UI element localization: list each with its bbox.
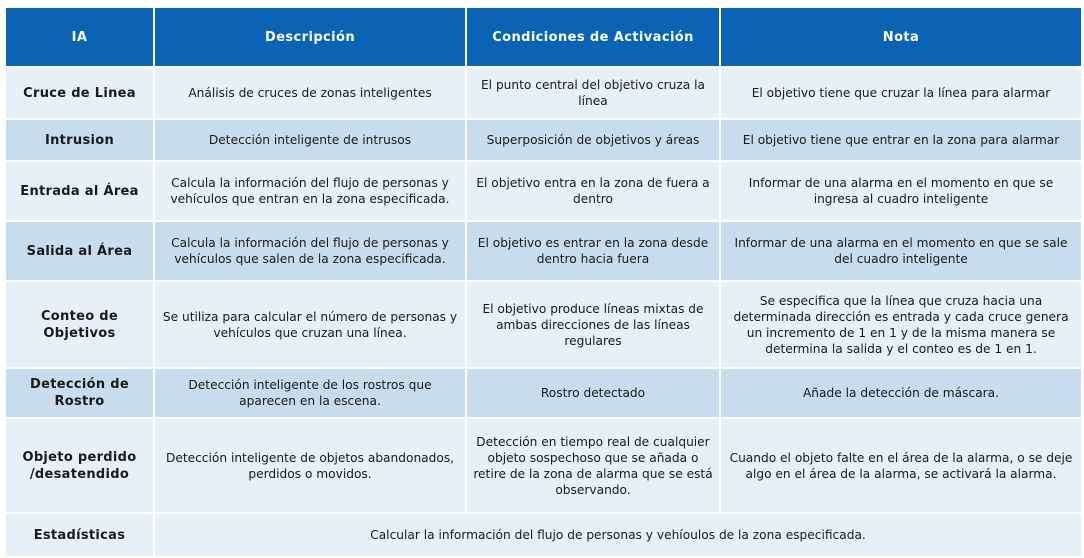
table-row — [5, 281, 1082, 368]
table-row — [5, 221, 1082, 281]
descripcion-cell: Calcula la información del flujo de personas y vehículos que entran en la zona especificada. — [154, 161, 466, 221]
condiciones-cell: Rostro detectado — [466, 368, 720, 418]
ia-cell: Cruce de Linea — [5, 67, 154, 119]
descripcion-cell: Análisis de cruces de zonas inteligentes — [154, 67, 466, 119]
ia-cell: Conteo de Objetivos — [5, 281, 154, 368]
nota-cell: Añade la detección de máscara. — [720, 368, 1082, 418]
descripcion-cell: Detección inteligente de intrusos — [154, 119, 466, 161]
descripcion-cell: Se utiliza para calcular el número de personas y vehículos que cruzan una línea. — [154, 281, 466, 368]
condiciones-cell: Detección en tiempo real de cualquier objeto sospechoso que se añada o retire de la zona de alarma que se está observando. — [466, 418, 720, 513]
nota-cell: Informar de una alarma en el momento en que se sale del cuadro inteligente — [720, 221, 1082, 281]
ia-cell: Intrusion — [5, 119, 154, 161]
condiciones-cell: El objetivo produce líneas mixtas de ambas direcciones de las líneas regulares — [466, 281, 720, 368]
condiciones-cell: Superposición de objetivos y áreas — [466, 119, 720, 161]
condiciones-cell: El punto central del objetivo cruza la línea — [466, 67, 720, 119]
header-row — [5, 7, 1082, 67]
header-nota: Nota — [720, 7, 1082, 67]
nota-cell: El objetivo tiene que cruzar la línea para alarmar — [720, 67, 1082, 119]
table-row — [5, 513, 1082, 557]
table-row — [5, 418, 1082, 513]
ia-cell: Salida al Área — [5, 221, 154, 281]
table-row — [5, 368, 1082, 418]
table-row — [5, 67, 1082, 119]
merged-description-cell: Calcular la información del flujo de personas y vehíoulos de la zona especificada. — [154, 513, 1082, 557]
descripcion-cell: Detección inteligente de los rostros que aparecen en la escena. — [154, 368, 466, 418]
descripcion-cell: Detección inteligente de objetos abandonados, perdidos o movidos. — [154, 418, 466, 513]
nota-cell: Informar de una alarma en el momento en que se ingresa al cuadro inteligente — [720, 161, 1082, 221]
condiciones-cell: El objetivo es entrar en la zona desde dentro hacia fuera — [466, 221, 720, 281]
ia-cell: Entrada al Área — [5, 161, 154, 221]
ia-cell: Objeto perdido /desatendido — [5, 418, 154, 513]
table-row — [5, 119, 1082, 161]
descripcion-cell: Calcula la información del flujo de personas y vehículos que salen de la zona especificada. — [154, 221, 466, 281]
ia-features-table — [4, 6, 1083, 558]
header-condiciones: Condiciones de Activación — [466, 7, 720, 67]
nota-cell: El objetivo tiene que entrar en la zona para alarmar — [720, 119, 1082, 161]
ia-cell: Detección de Rostro — [5, 368, 154, 418]
ia-cell: Estadísticas — [5, 513, 154, 557]
condiciones-cell: El objetivo entra en la zona de fuera a dentro — [466, 161, 720, 221]
header-descripcion: Descripción — [154, 7, 466, 67]
header-ia: IA — [5, 7, 154, 67]
nota-cell: Se especifica que la línea que cruza hacia una determinada dirección es entrada y cada cruce genera un incremento de 1 en 1 y de la misma manera se determina la salida y el conteo es de 1 en 1. — [720, 281, 1082, 368]
table-row — [5, 161, 1082, 221]
nota-cell: Cuando el objeto falte en el área de la alarma, o se deje algo en el área de la alarma, se activará la alarma. — [720, 418, 1082, 513]
